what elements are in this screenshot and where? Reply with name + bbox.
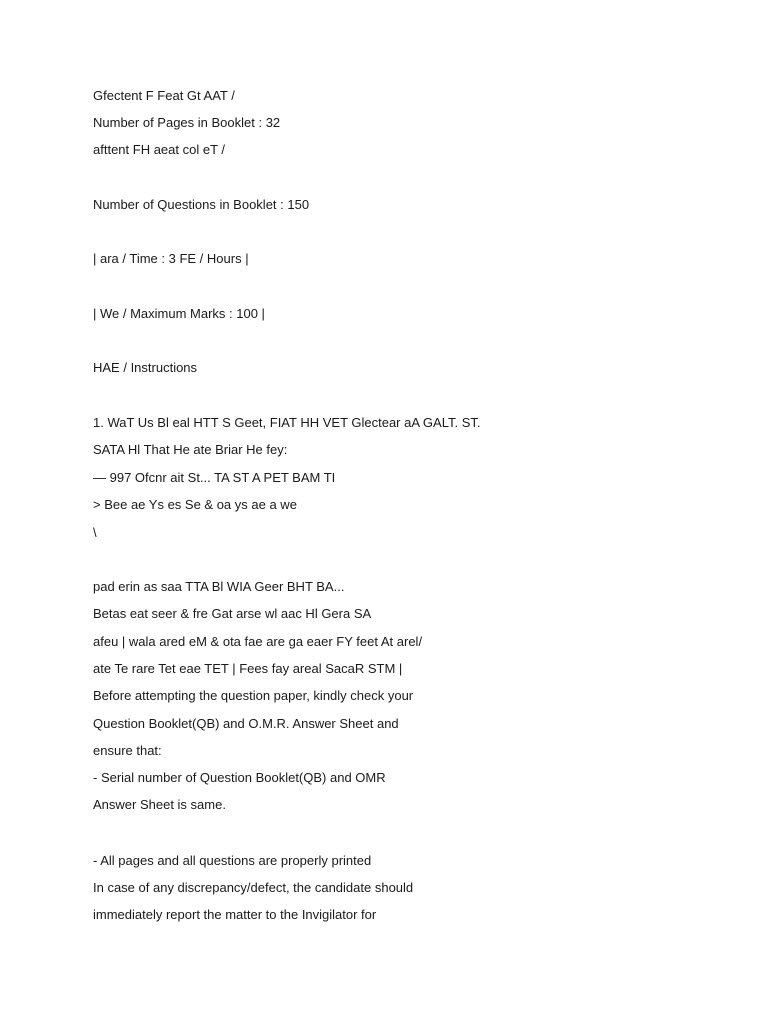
header-line-hindi: Gfectent F Feat Gt AAT / (93, 88, 235, 103)
instruction-line: - Serial number of Question Booklet(QB) and OMR (93, 770, 386, 785)
instruction-line: pad erin as saa TTA Bl WIA Geer BHT BA... (93, 579, 345, 594)
instruction-line: SATA Hl That He ate Briar He fey: (93, 442, 288, 457)
instruction-line: In case of any discrepancy/defect, the candidate should (93, 880, 414, 895)
instruction-line: — 997 Ofcnr ait St... TA ST A PET BAM TI (93, 470, 336, 485)
instruction-line: immediately report the matter to the Invigilator for (93, 907, 377, 922)
instruction-line: Answer Sheet is same. (93, 797, 226, 812)
instructions-heading: HAE / Instructions (93, 360, 198, 375)
instruction-line: \ (93, 525, 97, 540)
questions-count-line: Number of Questions in Booklet : 150 (93, 197, 310, 212)
questions-line-hindi: afttent FH aeat col eT / (93, 142, 225, 157)
time-line: | ara / Time : 3 FE / Hours | (93, 251, 249, 266)
instruction-line: Betas eat seer & fre Gat arse wl aac Hl Gera SA (93, 606, 372, 621)
instruction-line: Question Booklet(QB) and O.M.R. Answer Sheet and (93, 716, 399, 731)
instruction-line: - All pages and all questions are properly printed (93, 853, 372, 868)
pages-count-line: Number of Pages in Booklet : 32 (93, 115, 281, 130)
instruction-line: Before attempting the question paper, kindly check your (93, 688, 414, 703)
instruction-line: > Bee ae Ys es Se & oa ys ae a we (93, 497, 297, 512)
marks-line: | We / Maximum Marks : 100 | (93, 306, 265, 321)
instruction-line: 1. WaT Us Bl eal HTT S Geet, FIAT HH VET Glectear aA GALT. ST. (93, 415, 481, 430)
instruction-line: ensure that: (93, 743, 162, 758)
instruction-line: afeu | wala ared eM & ota fae are ga eaer FY feet At arel/ (93, 634, 423, 649)
instruction-line: ate Te rare Tet eae TET | Fees fay areal SacaR STM | (93, 661, 403, 676)
